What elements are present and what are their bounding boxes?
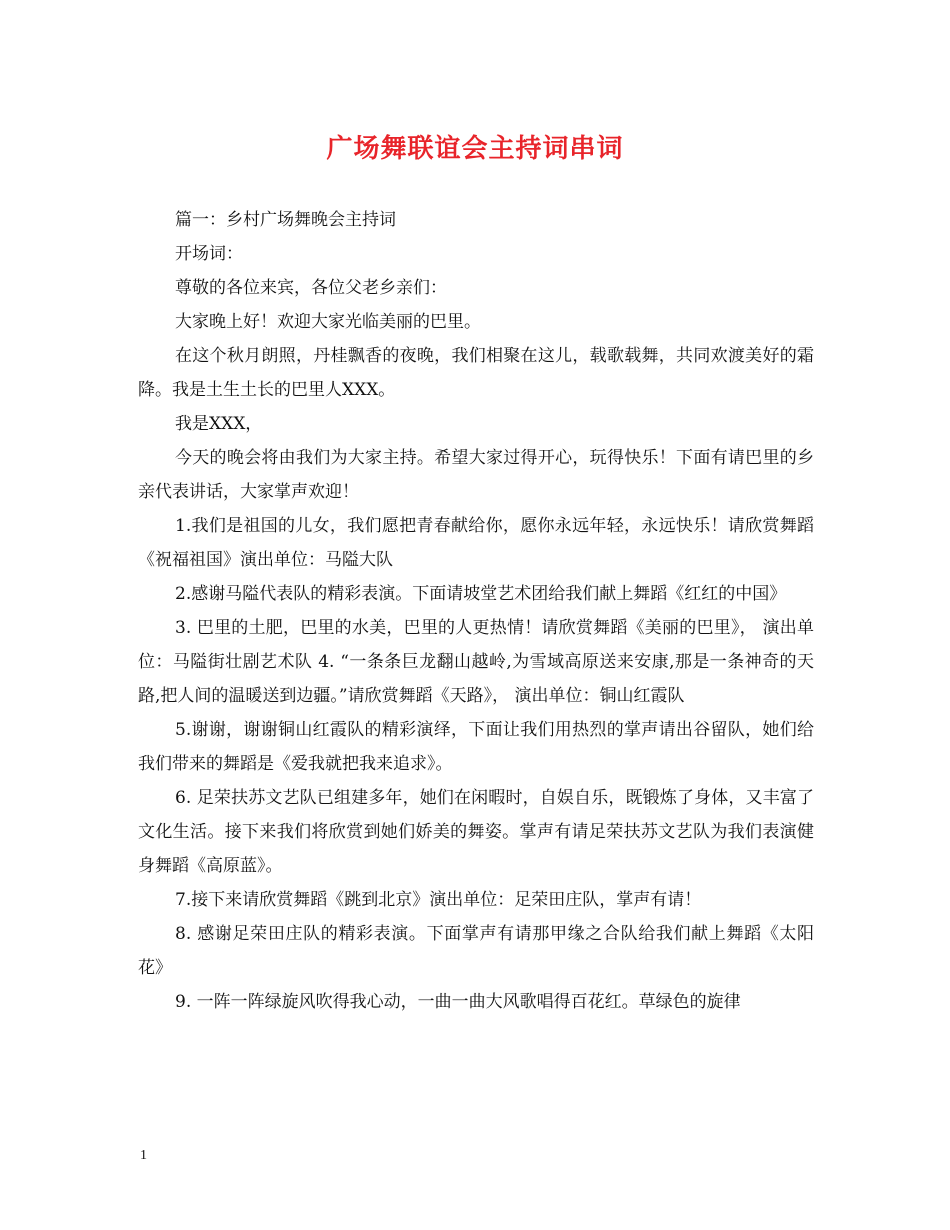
paragraph: 尊敬的各位来宾，各位父老乡亲们： bbox=[175, 278, 447, 298]
paragraph: 5.谢谢，谢谢铜山红霞队的精彩演绎，下面让我们用热烈的掌声请出谷留队，她们给我们带来的舞蹈是《爱我就把我来追求》。 bbox=[138, 720, 814, 774]
paragraph: 3. 巴里的土肥，巴里的水美，巴里的人更热情！请欣赏舞蹈《美丽的巴里》， 演出单位：马隘街壮剧艺术队 4. “一条条巨龙翻山越岭,为雪域高原送来安康,那是一条神奇的天路,把人间的温暖送到边疆。”请欣赏舞蹈《天路》， 演出单位：铜山红霞队 bbox=[138, 618, 814, 706]
paragraph: 9. 一阵一阵绿旋风吹得我心动，一曲一曲大风歌唱得百花红。草绿色的旋律 bbox=[175, 992, 741, 1012]
section-heading: 篇一：乡村广场舞晚会主持词 bbox=[175, 210, 396, 230]
paragraph: 大家晚上好！欢迎大家光临美丽的巴里。 bbox=[175, 312, 481, 332]
paragraph: 在这个秋月朗照，丹桂飘香的夜晚，我们相聚在这儿，载歌载舞，共同欢渡美好的霜降。我是土生土长的巴里人XXX。 bbox=[138, 346, 814, 400]
document-body bbox=[138, 203, 814, 1019]
paragraph: 7.接下来请欣赏舞蹈《跳到北京》演出单位：足荣田庄队，掌声有请！ bbox=[175, 890, 702, 910]
paragraph: 8. 感谢足荣田庄队的精彩表演。下面掌声有请那甲缘之合队给我们献上舞蹈《太阳花》 bbox=[138, 924, 814, 978]
document-title: 广场舞联谊会主持词串词 bbox=[326, 134, 624, 164]
paragraph: 今天的晚会将由我们为大家主持。希望大家过得开心，玩得快乐！下面有请巴里的乡亲代表讲话，大家掌声欢迎！ bbox=[138, 448, 814, 502]
paragraph: 开场词： bbox=[175, 244, 243, 264]
paragraph: 6. 足荣扶苏文艺队已组建多年，她们在闲暇时，自娱自乐，既锻炼了身体，又丰富了文化生活。接下来我们将欣赏到她们娇美的舞姿。掌声有请足荣扶苏文艺队为我们表演健身舞蹈《高原蓝》。 bbox=[138, 788, 814, 876]
paragraph: 我是XXX， bbox=[175, 414, 263, 434]
page-number: 1 bbox=[140, 1148, 147, 1163]
paragraph: 1.我们是祖国的儿女，我们愿把青春献给你，愿你永远年轻，永远快乐！请欣赏舞蹈《祝福祖国》演出单位：马隘大队 bbox=[138, 516, 814, 570]
paragraph: 2.感谢马隘代表队的精彩表演。下面请坡堂艺术团给我们献上舞蹈《红红的中国》 bbox=[175, 584, 787, 604]
